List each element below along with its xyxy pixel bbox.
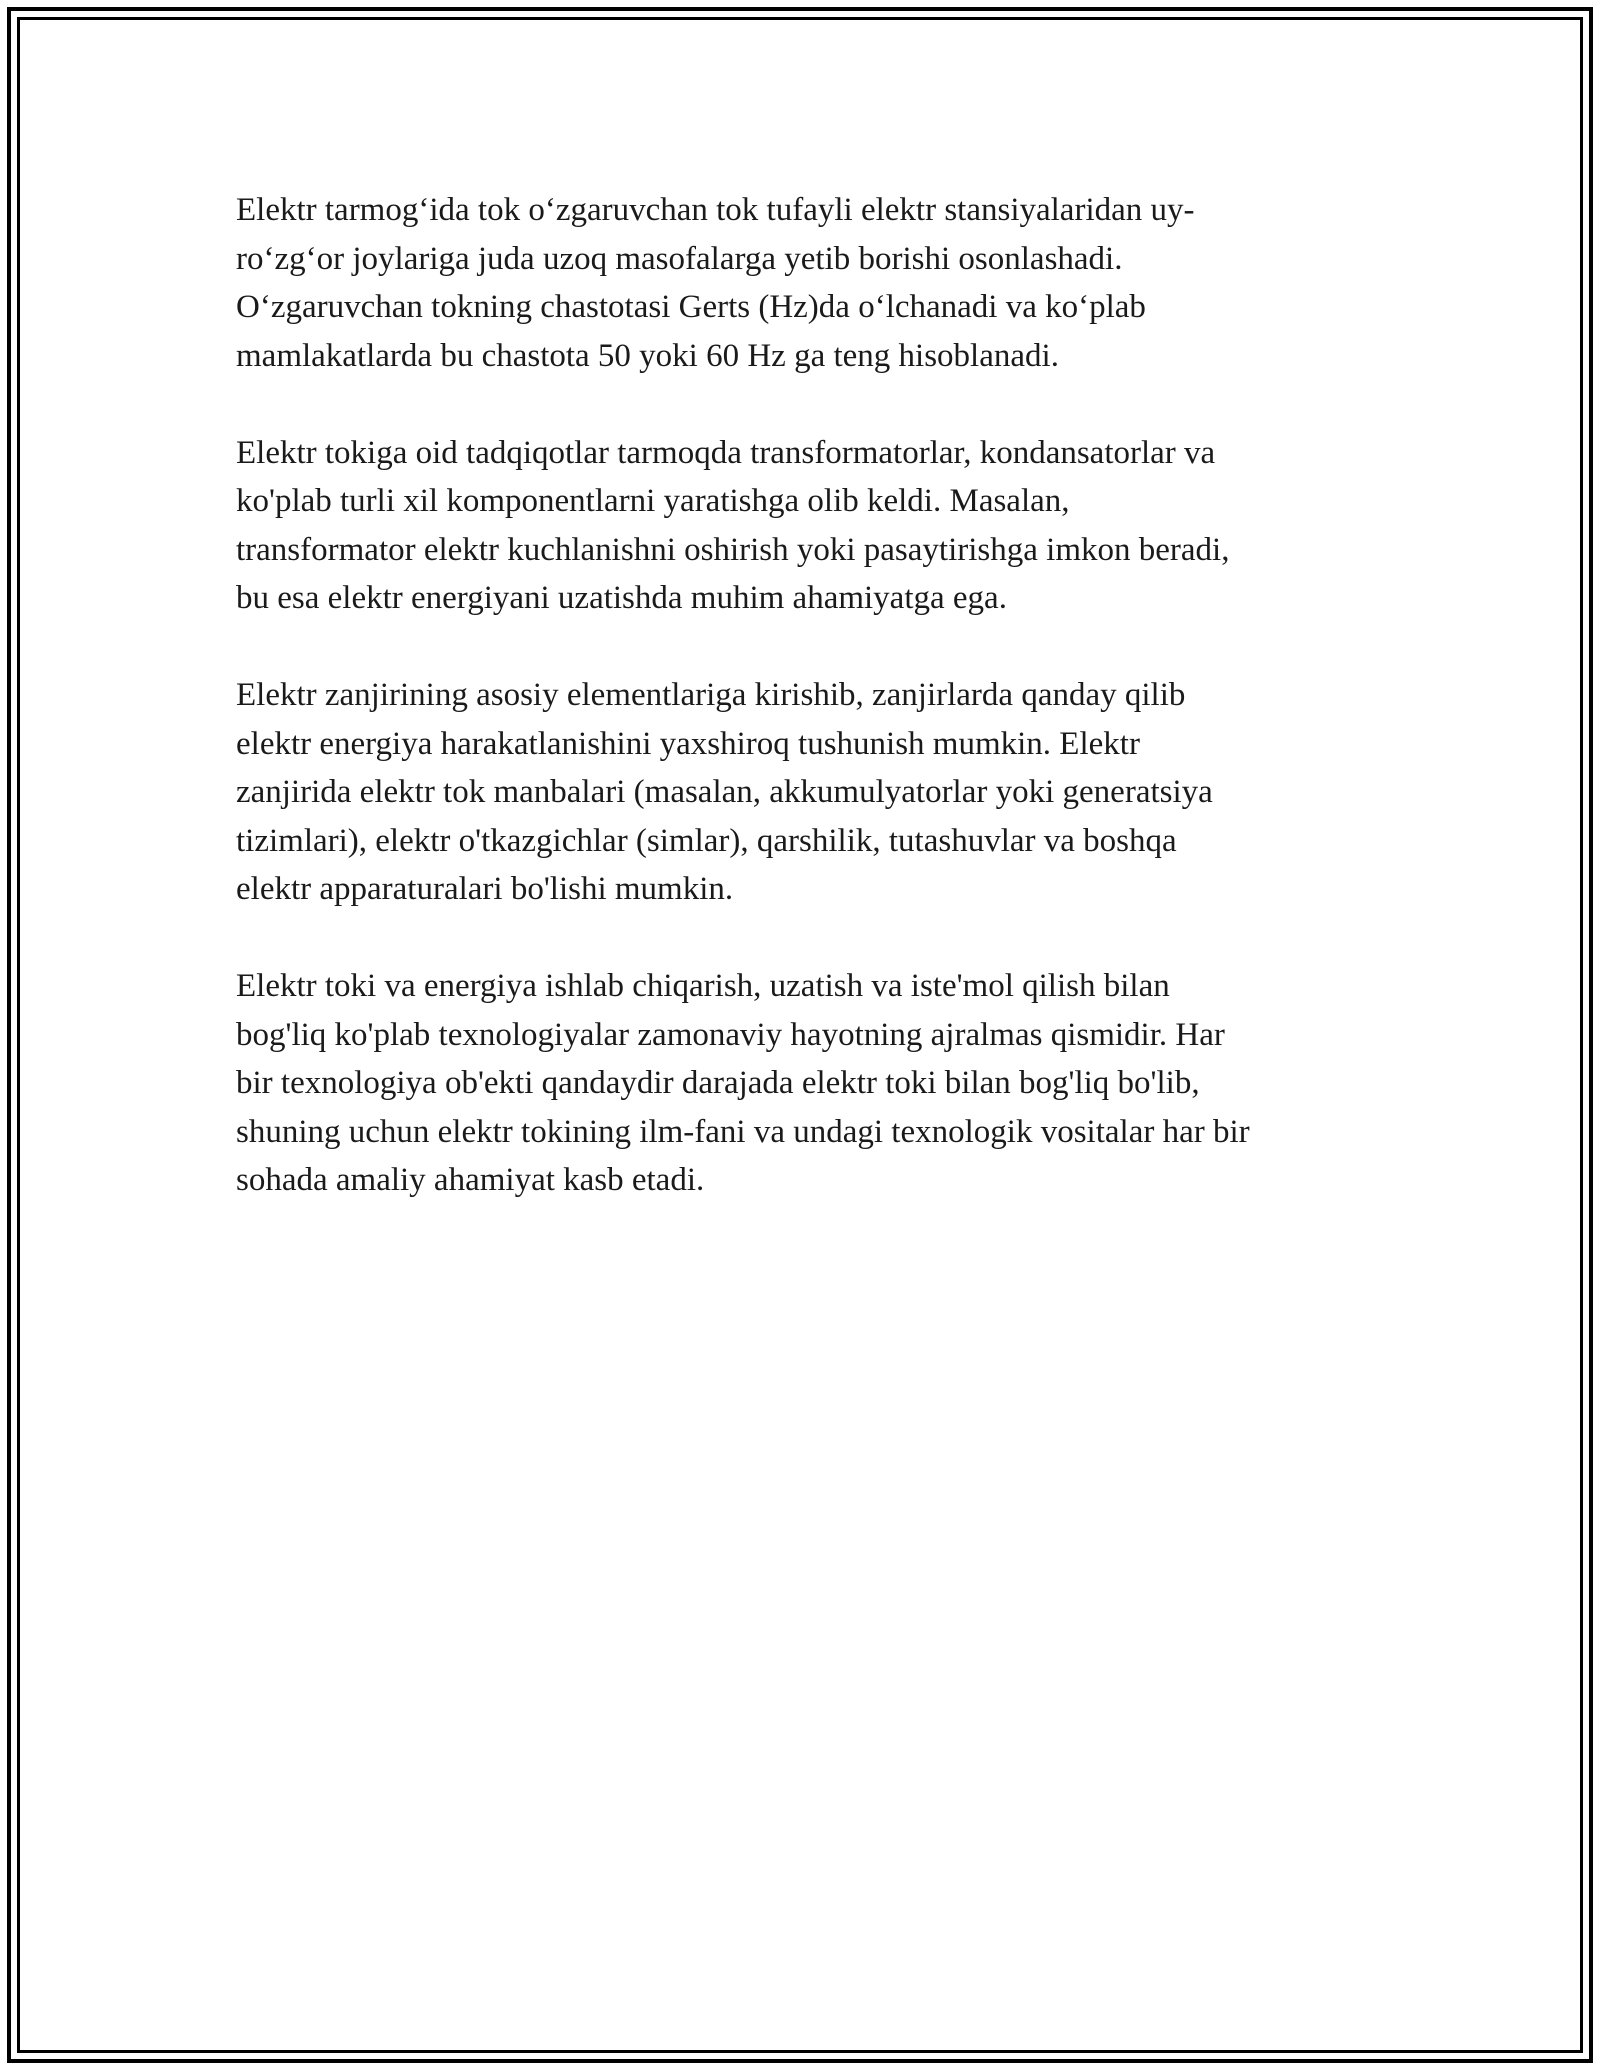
document-body bbox=[236, 186, 1376, 1253]
paragraph-2: Elektr tokiga oid tadqiqotlar tarmoqda transformatorlar, kondansatorlar va ko'plab turli xil komponentlarni yaratishga olib keldi. Masalan, transformator elektr kuchlanishni oshirish yoki pasaytirishga imkon beradi, bu esa elektr energiyani uzatishda muhim ahamiyatga ega. bbox=[236, 434, 1230, 616]
paragraph-1: Elektr tarmog‘ida tok o‘zgaruvchan tok tufayli elektr stansiyalaridan uy- ro‘zg‘or joylariga juda uzoq masofalarga yetib borishi osonlashadi. O‘zgaruvchan tokning chastotasi Gerts (Hz)da o‘lchanadi va ko‘plab mamlakatlarda bu chastota 50 yoki 60 Hz ga teng hisoblanadi. bbox=[236, 192, 1195, 374]
paragraph-4: Elektr toki va energiya ishlab chiqarish, uzatish va iste'mol qilish bilan bog'liq ko'plab texnologiyalar zamonaviy hayotning ajralmas qismidir. Har bir texnologiya ob'ekti qandaydir darajada elektr toki bilan bog'liq bo'lib, shuning uchun elektr tokining ilm-fani va undagi texnologik vositalar har bir sohada amaliy ahamiyat kasb etadi. bbox=[236, 968, 1250, 1198]
paragraph-3: Elektr zanjirining asosiy elementlariga kirishib, zanjirlarda qanday qilib elektr energiya harakatlanishini yaxshiroq tushunish mumkin. Elektr zanjirida elektr tok manbalari (masalan, akkumulyatorlar yoki generatsiya tizimlari), elektr o'tkazgichlar (simlar), qarshilik, tutashuvlar va boshqa elektr apparaturalari bo'lishi mumkin. bbox=[236, 677, 1213, 907]
